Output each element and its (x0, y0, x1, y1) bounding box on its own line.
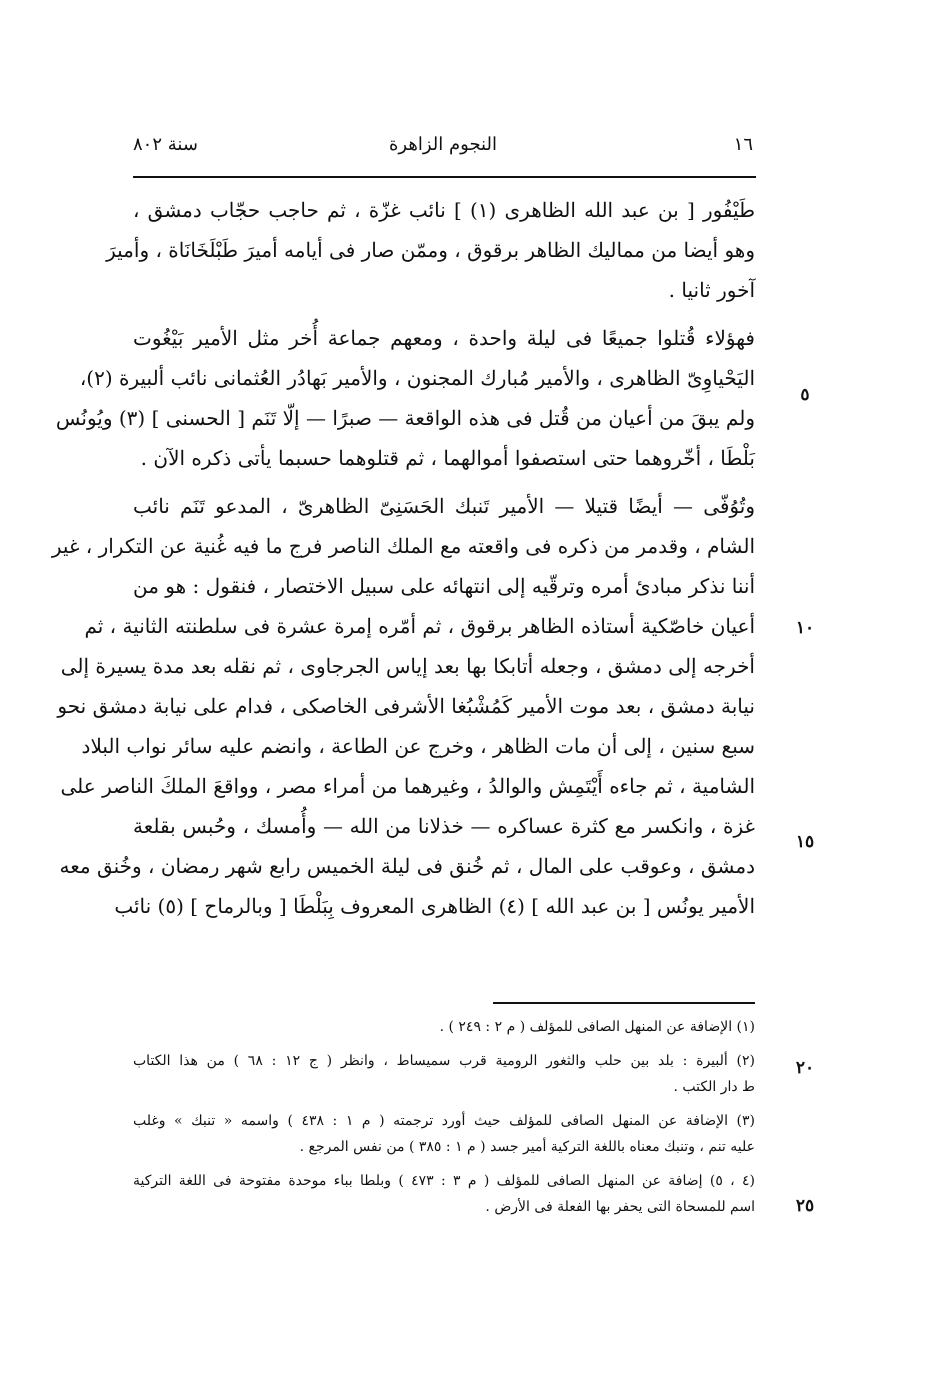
line-number-margin: ٢٠ (795, 1058, 815, 1078)
text-line: أعيان خاصّكية أستاذه الظاهر برقوق ، ثم أمّره إمرة عشرة فى سلطنته الثانية ، ثم (84, 614, 755, 638)
footnote (133, 1048, 755, 1100)
text-line: سبع سنين ، إلى أن مات الظاهر ، وخرج عن الطاعة ، وانضم عليه سائر نواب البلاد (81, 734, 755, 758)
header-year: سنة ٨٠٢ (133, 134, 198, 155)
footnote-line: (٤ ، ٥) إضافة عن المنهل الصافى للمؤلف ( م ٣ : ٤٧٣ ) وبلطا بباء موحدة مفتوحة فى اللغة التركية (133, 1173, 755, 1189)
footnote-line: (٣) الإضافة عن المنهل الصافى للمؤلف حيث أورد ترجمته ( م ١ : ٤٣٨ ) واسمه « تنبك » وغلب (133, 1113, 755, 1129)
text-line: فهؤلاء قُتلوا جميعًا فى ليلة واحدة ، ومعهم جماعة أُخر مثل الأمير بَيْغُوت (133, 326, 755, 350)
footnote (133, 1168, 755, 1220)
text-line: ولم يبقَ من أعيان من قُتل فى هذه الواقعة — صبرًا — إلّا تَنَم [ الحسنى ] (٣) ويُونُس (55, 406, 755, 430)
line-number-margin: ٢٥ (795, 1196, 815, 1216)
footnote-line: (٢) ألبيرة : بلد بين حلب والثغور الرومية قرب سميساط ، وانظر ( ج ١٢ : ٦٨ ) من هذا الكتاب (133, 1053, 755, 1069)
paragraph (51, 486, 755, 926)
text-line: طَيْفُور [ بن عبد الله الظاهرى (١) ] نائب غزّة ، ثم حاجب حجّاب دمشق ، (133, 198, 755, 222)
text-line: وتُوُفّى — أيضًا قتيلا — الأمير تَنبك الحَسَنِىّ الظاهرىّ ، المدعو تَنَم نائب (133, 494, 755, 518)
footnote-line: عليه تنم ، وتنبك معناه باللغة التركية أمير جسد ( م ١ : ٣٨٥ ) من نفس المرجع . (299, 1139, 755, 1155)
text-line: أننا نذكر مبادئ أمره وترقّيه إلى انتهائه على سبيل الاختصار ، فنقول : هو من (133, 574, 755, 598)
footnotes (133, 1014, 755, 1228)
text-line: الشامية ، ثم جاءه أَيْتَمِش والوالدُ ، وغيرهما من أمراء مصر ، وواقعَ الملكَ الناصر على (60, 774, 755, 798)
text-line: الأمير يونُس [ بن عبد الله ] (٤) الظاهرى المعروف بِبَلْطَا [ وبالرماح ] (٥) نائب (114, 894, 755, 918)
footnote-line: (١) الإضافة عن المنهل الصافى للمؤلف ( م ٢ : ٢٤٩ ) . (439, 1019, 755, 1035)
text-line: أخرجه إلى دمشق ، وجعله أتابكا بها بعد إياس الجرجاوى ، ثم نقله بعد مدة يسيرة إلى (60, 654, 755, 678)
paragraph (106, 190, 755, 310)
paragraph (55, 318, 755, 478)
line-number-margin: ٥ (800, 385, 810, 405)
page-number: ١٦ (733, 134, 753, 155)
text-line: وهو أيضا من مماليك الظاهر برقوق ، وممّن صار فى أيامه أميرَ طَبْلَخَانَاة ، وأميرَ (106, 238, 755, 262)
footnote-line: ط دار الكتب . (673, 1079, 755, 1095)
text-line: آخور ثانيا . (668, 278, 755, 302)
main-text (51, 190, 755, 926)
text-line: نيابة دمشق ، بعد موت الأمير كَمُشْبُغا الأشرفى الخاصكى ، فدام على نيابة دمشق نحو (57, 694, 755, 718)
footnote (133, 1014, 755, 1040)
footnote-line: اسم للمسحاة التى يحفر بها الفعلة فى الأرض . (485, 1199, 755, 1215)
header-title: النجوم الزاهرة (389, 134, 497, 155)
text-line: اليَحْياوِىّ الظاهرى ، والأمير مُبارك المجنون ، والأمير بَهادُر العُثمانى نائب ألبيرة (٢)، (79, 366, 755, 390)
text-line: غزة ، وانكسر مع كثرة عساكره — خذلانا من الله — وأُمسك ، وحُبس بقلعة (133, 814, 755, 838)
text-line: الشام ، وقدمر من ذكره فى واقعته مع الملك الناصر فرج ما فيه غُنية عن التكرار ، غير (51, 534, 755, 558)
text-line: بَلْطَا ، أخّروهما حتى استصفوا أموالهما ، ثم قتلوهما حسبما يأتى ذكره الآن . (140, 446, 755, 470)
line-number-margin: ١٠ (795, 618, 815, 638)
line-number-margin: ١٥ (795, 832, 815, 852)
footnote (133, 1108, 755, 1160)
footnote-rule (493, 1002, 755, 1004)
header-rule (133, 176, 756, 178)
text-line: دمشق ، وعوقب على المال ، ثم خُنق فى ليلة الخميس رابع شهر رمضان ، وخُنق معه (59, 854, 755, 878)
running-header (133, 128, 753, 162)
